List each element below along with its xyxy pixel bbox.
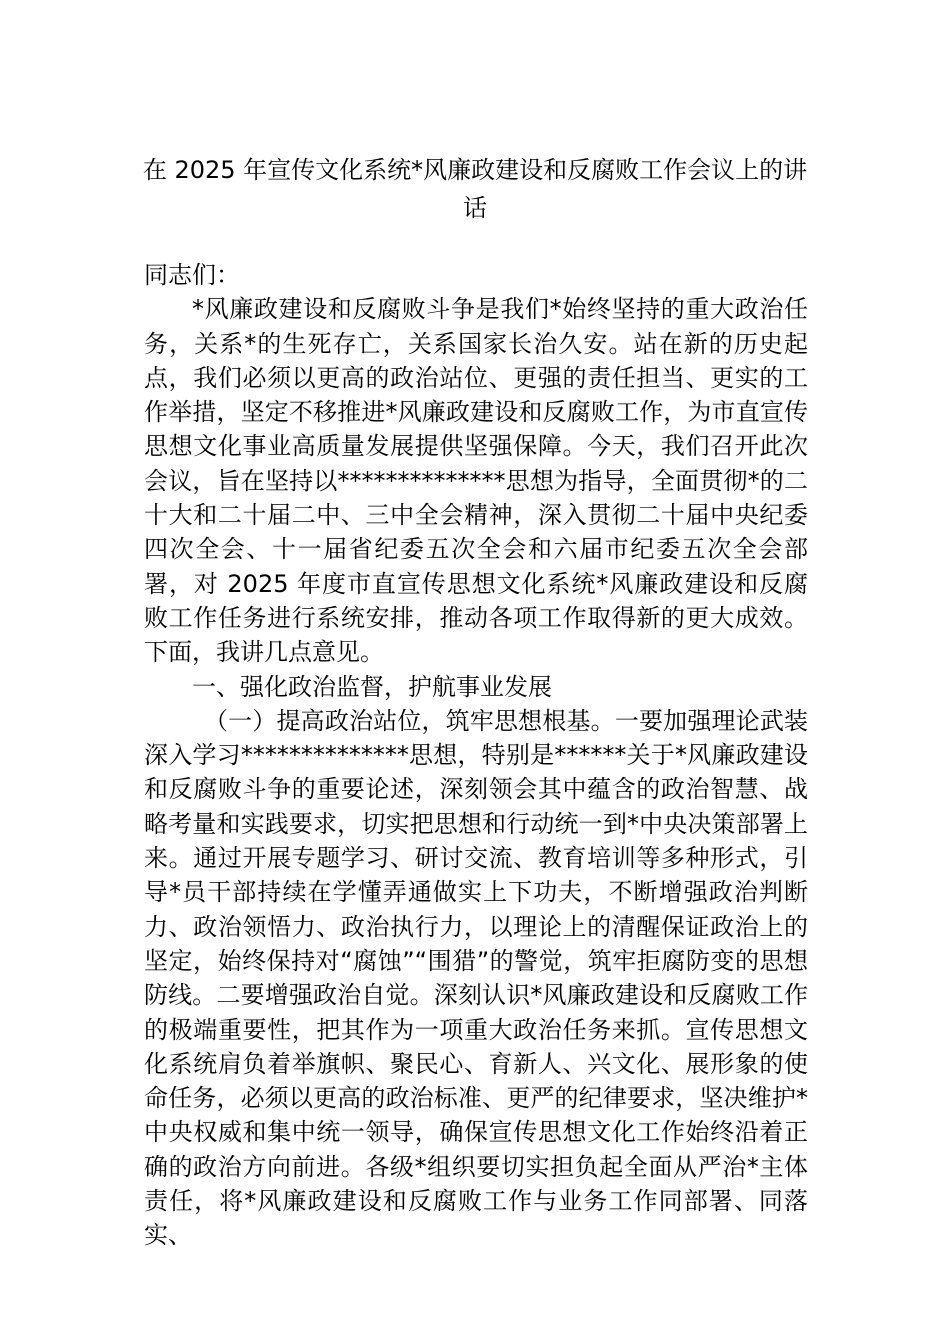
salutation: 同志们： [144, 261, 240, 289]
document-body [144, 258, 808, 1253]
section-heading: 一、强化政治监督，护航事业发展 [192, 672, 552, 701]
intro-paragraph: *风廉政建设和反腐败斗争是我们*始终坚持的重大政治任务，关系*的生死存亡，关系国家长治久安。站在新的历史起点，我们必须以更高的政治站位、更强的责任担当、更实的工作举措，坚定不移推进*风廉政建设和反腐败工作，为市直宣传思想文化事业高质量发展提供坚强保障。今天，我们召开此次会议，旨在坚持以**************思想为指导，全面贯彻*的二十大和二十届二中、三中全会精神，深入贯彻二十届中央纪委四次全会、十一届省纪委五次全会和六届市纪委五次全会部署，对 2025 年度市直宣传思想文化系统*风廉政建设和反腐败工作任务进行系统安排，推动各项工作取得新的更大成效。下面，我讲几点意见。 [144, 295, 808, 667]
document-title: 在 2025 年宣传文化系统*风廉政建设和反腐败工作会议上的讲话 [142, 156, 808, 222]
subsection-paragraph: （一）提高政治站位，筑牢思想根基。一要加强理论武装深入学习**************思想，特别是******关于*风廉政建设和反腐败斗争的重要论述，深刻领会其中蕴含的政治智慧、战略考量和实践要求，切实把思想和行动统一到*中央决策部署上来。通过开展专题学习、研讨交流、教育培训等多种形式，引导*员干部持续在学懂弄通做实上下功夫，不断增强政治判断力、政治领悟力、政治执行力，以理论上的清醒保证政治上的坚定，始终保持对“腐蚀”“围猎”的警觉，筑牢拒腐防变的思想防线。二要增强政治自觉。深刻认识*风廉政建设和反腐败工作的极端重要性，把其作为一项重大政治任务来抓。宣传思想文化系统肩负着举旗帜、聚民心、育新人、兴文化、展形象的使命任务，必须以更高的政治标准、更严的纪律要求，坚决维护*中央权威和集中统一领导，确保宣传思想文化工作始终沿着正确的政治方向前进。各级*组织要切实担负起全面从严治*主体责任，将*风廉政建设和反腐败工作与业务工作同部署、同落实、 [144, 706, 808, 1250]
